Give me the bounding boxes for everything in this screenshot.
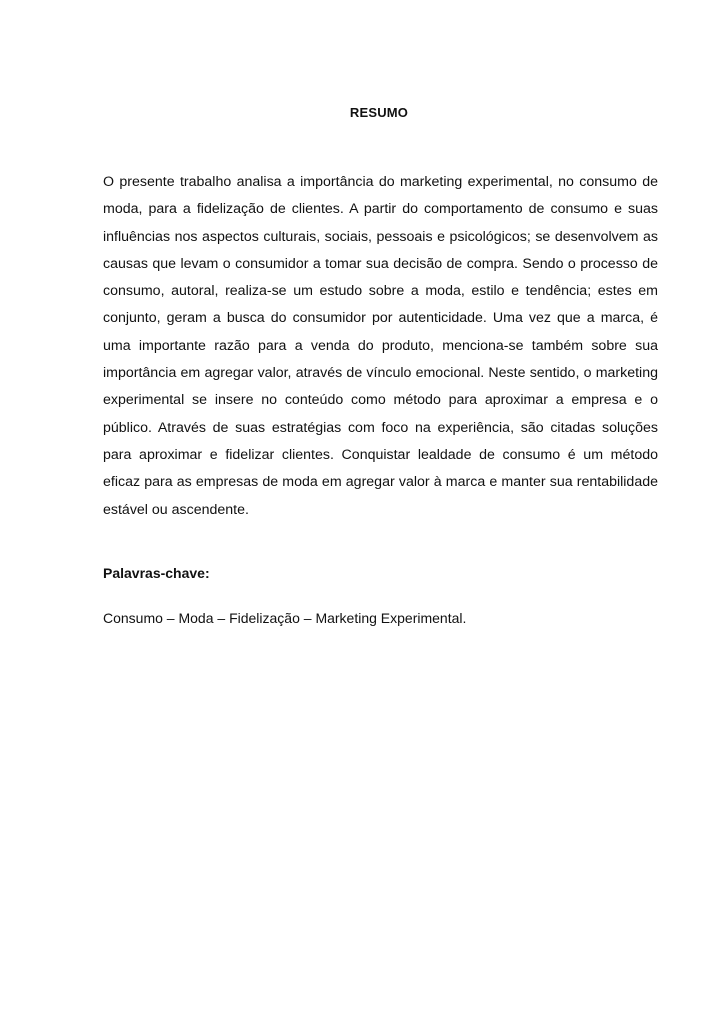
keywords-label: Palavras-chave:	[103, 565, 210, 581]
keywords-list: Consumo – Moda – Fidelização – Marketing Experimental.	[103, 610, 467, 626]
abstract-paragraph: O presente trabalho analisa a importância do marketing experimental, no consumo de moda, para a fidelização de clientes. A partir do comportamento de consumo e suas influências nos aspectos culturais, sociais, pessoais e psicológicos; se desenvolvem as causas que levam o consumidor a tomar sua decisão de compra. Sendo o processo de consumo, autoral, realiza-se um estudo sobre a moda, estilo e tendência; estes em conjunto, geram a busca do consumidor por autenticidade. Uma vez que a marca, é uma importante razão para a venda do produto, menciona-se também sobre sua importância em agregar valor, através de vínculo emocional. Neste sentido, o marketing experimental se insere no conteúdo como método para aproximar a empresa e o público. Através de suas estratégias com foco na experiência, são citadas soluções para aproximar e fidelizar clientes. Conquistar lealdade de consumo é um método eficaz para as empresas de moda em agregar valor à marca e manter sua rentabilidade estável ou ascendente.	[103, 174, 658, 518]
page-title: RESUMO	[349, 105, 409, 120]
